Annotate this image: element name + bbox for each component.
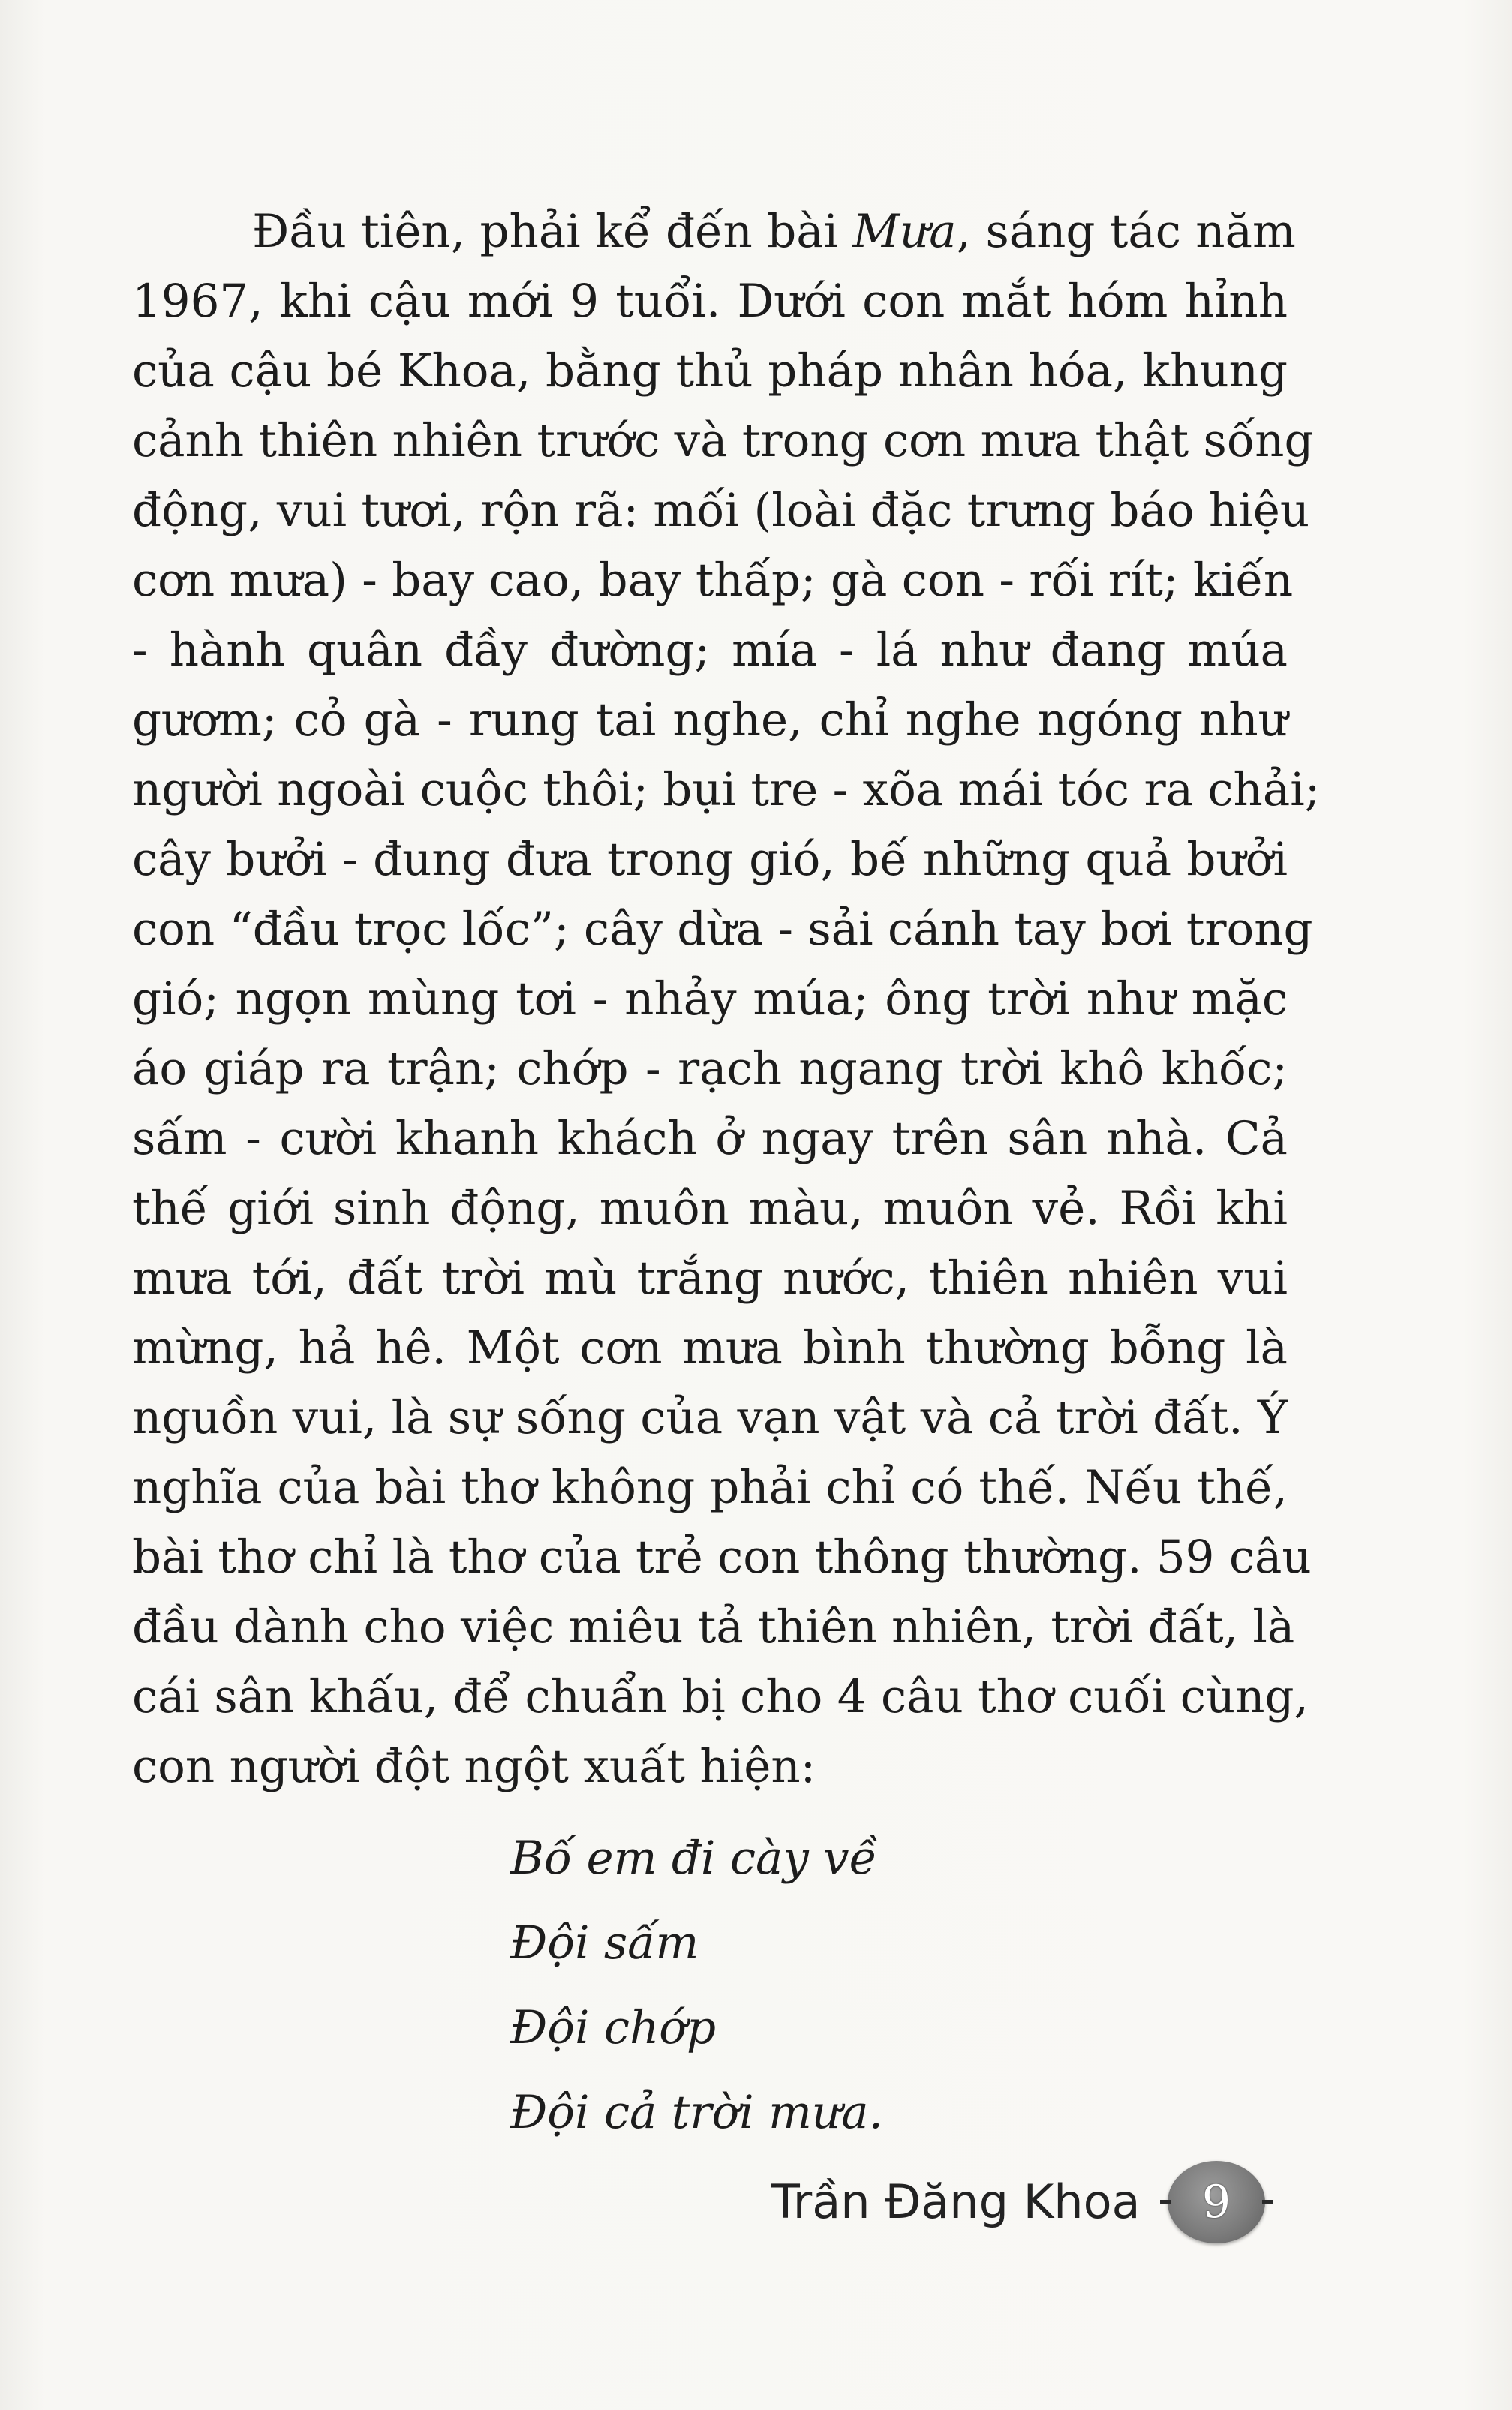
body-line: 1967, khi cậu mới 9 tuổi. Dưới con mắt hóm hỉnh bbox=[132, 275, 1288, 328]
body-line: người ngoài cuộc thôi; bụi tre - xõa mái tóc ra chải; bbox=[132, 763, 1321, 816]
body-line: nguồn vui, là sự sống của vạn vật và cả trời đất. Ý bbox=[132, 1391, 1288, 1444]
body-line: của cậu bé Khoa, bằng thủ pháp nhân hóa, khung bbox=[132, 344, 1288, 398]
poem-title: Mưa bbox=[852, 205, 957, 258]
body-line: thế giới sinh động, muôn màu, muôn vẻ. Rồi khi bbox=[132, 1182, 1288, 1235]
first-line-after: , sáng tác năm bbox=[956, 205, 1296, 258]
body-line: gió; ngọn mùng tơi - nhảy múa; ông trời như mặc bbox=[132, 972, 1288, 1026]
body-line: con “đầu trọc lốc”; cây dừa - sải cánh tay bơi trong bbox=[132, 903, 1313, 956]
poem-line: Đội sấm bbox=[510, 1916, 699, 1970]
body-line: - hành quân đầy đường; mía - lá như đang múa bbox=[132, 624, 1288, 677]
page-number-badge bbox=[1168, 2161, 1265, 2243]
body-line: cây bưởi - đung đưa trong gió, bế những quả bưởi bbox=[132, 833, 1288, 886]
body-line: đầu dành cho việc miêu tả thiên nhiên, trời đất, là bbox=[132, 1600, 1295, 1654]
poem-line: Bố em đi cày về bbox=[510, 1832, 878, 1885]
poem-line: Đội cả trời mưa. bbox=[510, 2086, 883, 2139]
body-line: cái sân khấu, để chuẩn bị cho 4 câu thơ cuối cùng, bbox=[132, 1670, 1309, 1723]
body-line: cơn mưa) - bay cao, bay thấp; gà con - rối rít; kiến bbox=[132, 554, 1294, 607]
body-line: cảnh thiên nhiên trước và trong cơn mưa thật sống bbox=[132, 414, 1314, 467]
author-name: Trần Đăng Khoa bbox=[771, 2174, 1141, 2229]
page-footer bbox=[771, 2161, 1297, 2243]
badge-tick-right bbox=[1262, 2200, 1273, 2204]
body-paragraph bbox=[132, 197, 1321, 1801]
body-line: gươm; cỏ gà - rung tai nghe, chỉ nghe ngóng như bbox=[132, 693, 1288, 747]
body-line: nghĩa của bài thơ không phải chỉ có thế. Nếu thế, bbox=[132, 1461, 1288, 1514]
body-line-last: con người đột ngột xuất hiện: bbox=[132, 1740, 816, 1793]
body-line: động, vui tươi, rộn rã: mối (loài đặc trưng báo hiệu bbox=[132, 484, 1310, 537]
body-line: sấm - cười khanh khách ở ngay trên sân nhà. Cả bbox=[132, 1112, 1288, 1165]
body-line: bài thơ chỉ là thơ của trẻ con thông thường. 59 câu bbox=[132, 1531, 1312, 1584]
poem-line: Đội chớp bbox=[510, 2001, 717, 2054]
first-line-before: Đầu tiên, phải kể đến bài bbox=[252, 205, 853, 258]
body-line: mừng, hả hê. Một cơn mưa bình thường bỗng là bbox=[132, 1321, 1288, 1375]
body-line: mưa tới, đất trời mù trắng nước, thiên nhiên vui bbox=[132, 1252, 1288, 1305]
poem-excerpt bbox=[510, 1816, 883, 2155]
body-line: áo giáp ra trận; chớp - rạch ngang trời khô khốc; bbox=[132, 1042, 1288, 1095]
body-line-1 bbox=[132, 197, 1296, 266]
page-number: 9 bbox=[1201, 2176, 1231, 2228]
